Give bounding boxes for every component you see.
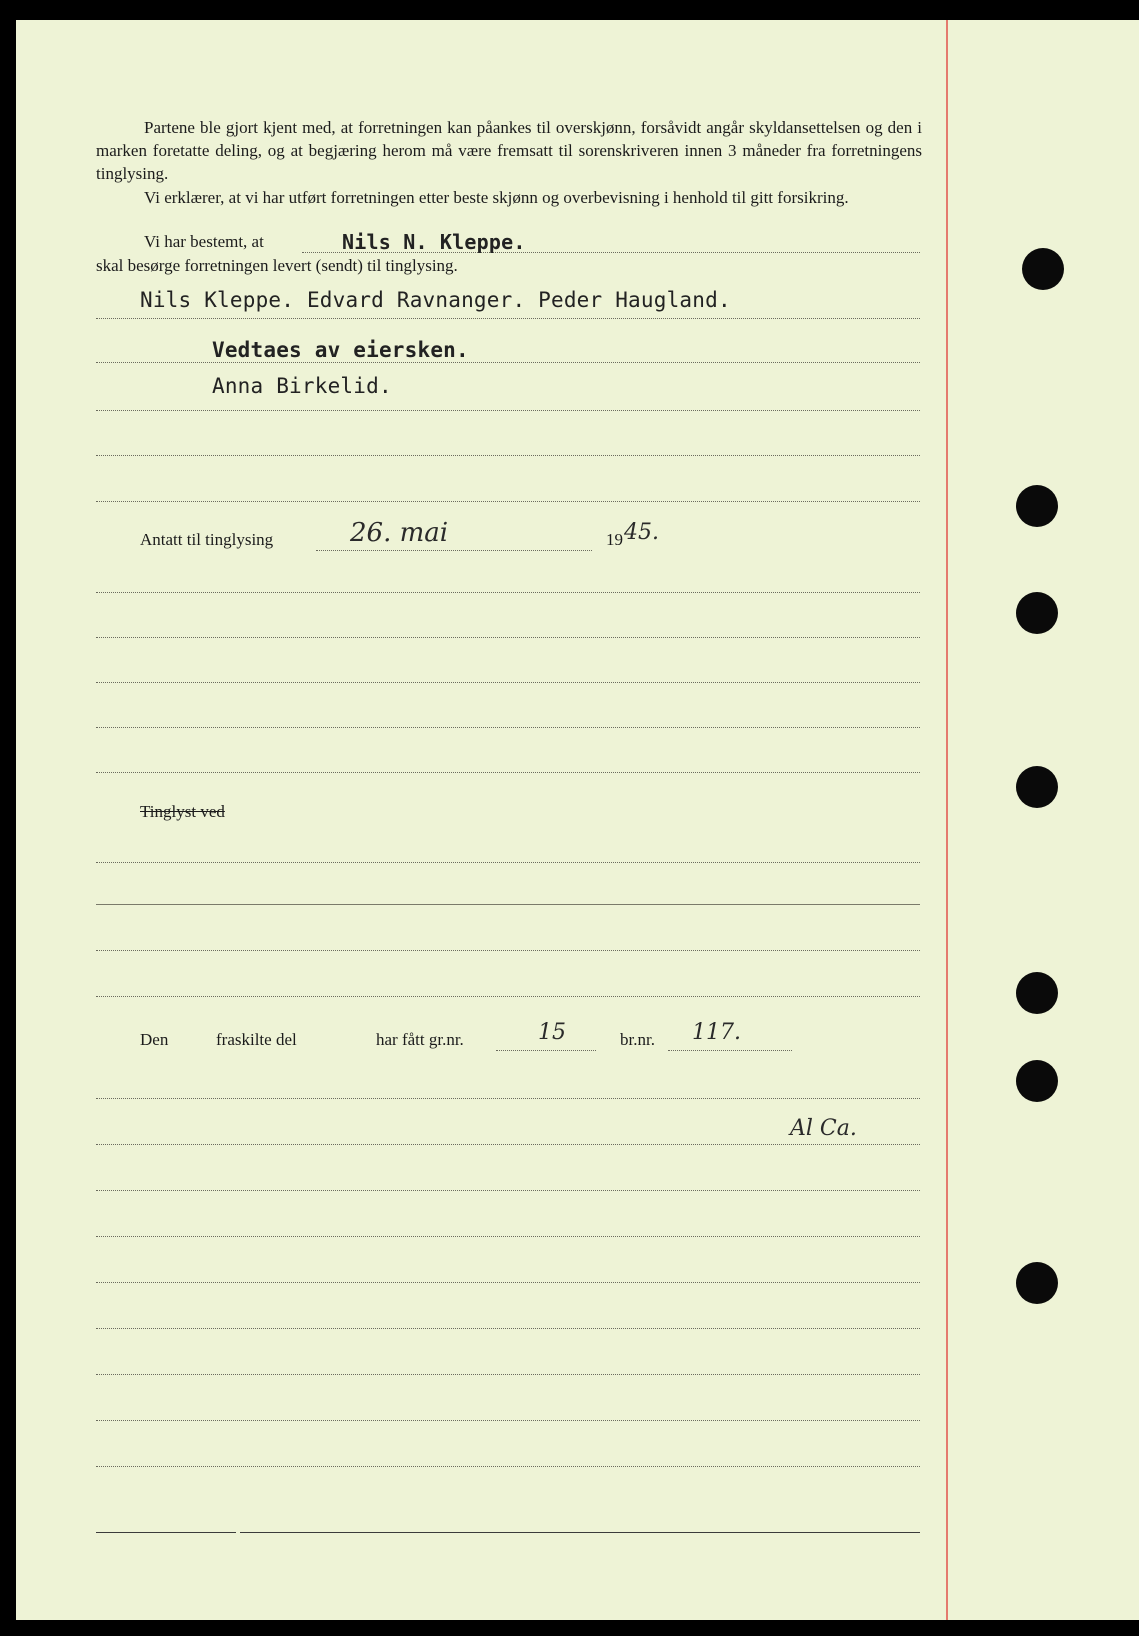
accepted-heading: Vedtaes av eiersken. (212, 338, 469, 362)
ruled-line (96, 1236, 920, 1237)
closing-rule (96, 1532, 236, 1533)
ruled-line (96, 950, 920, 951)
punch-hole (1016, 592, 1058, 634)
ruled-line (96, 772, 920, 773)
punch-hole (1022, 248, 1064, 290)
ruled-line (96, 1144, 920, 1145)
ruled-line (96, 996, 920, 997)
owner-name: Anna Birkelid. (212, 374, 392, 398)
parcel-br-label: br.nr. (620, 1030, 655, 1049)
appointed-continuation: skal besørge forretningen levert (sendt) til tinglysing. (96, 256, 458, 275)
tinglyst-label: Tinglyst ved (140, 802, 225, 821)
ruled-line (96, 1190, 920, 1191)
red-margin-rule (946, 20, 948, 1620)
ruled-line (96, 1282, 920, 1283)
parcel-den-label: Den (140, 1030, 169, 1049)
ruled-line (96, 318, 920, 319)
gr-nr-value: 15 (538, 1020, 566, 1045)
ruled-line (96, 904, 920, 905)
ruled-line (96, 682, 920, 683)
ruled-line (96, 455, 920, 456)
ruled-line (96, 1374, 920, 1375)
ruled-line (96, 592, 920, 593)
ruled-line (96, 1420, 920, 1421)
year-suffix: 45. (624, 520, 659, 545)
ruled-line (96, 501, 920, 502)
closing-rule (240, 1532, 920, 1533)
punch-hole (1016, 1262, 1058, 1304)
ruled-line (96, 1328, 920, 1329)
br-nr-dotted-line (668, 1050, 792, 1051)
registration-label: Antatt til tinglysing (140, 530, 274, 549)
gr-nr-dotted-line (496, 1050, 596, 1051)
registration-date: 26. mai (350, 518, 449, 548)
date-dotted-line (316, 550, 592, 551)
ruled-line (96, 862, 920, 863)
clerk-initials: Al Ca. (790, 1116, 857, 1141)
ruled-line (96, 727, 920, 728)
punch-hole (1016, 766, 1058, 808)
appointed-name: Nils N. Kleppe. (342, 230, 526, 254)
declaration-paragraph: Vi erklærer, at vi har utført forretningen etter beste skjønn og overbevisning i henhold til gitt forsikring. (144, 188, 849, 207)
signatures-line: Nils Kleppe. Edvard Ravnanger. Peder Haugland. (140, 288, 731, 312)
year-prefix: 19 (606, 530, 623, 549)
appointed-label: Vi har bestemt, at (144, 232, 264, 251)
document-page (16, 20, 1139, 1620)
appeal-paragraph: Partene ble gjort kjent med, at forretningen kan påankes til overskjønn, forsåvidt angår skyldansettelsen og den i marken foretatte deling, og at begjæring herom må være fremsatt til sorenskriveren innen 3 måneder fra forretningens tinglysing. (96, 118, 922, 183)
br-nr-value: 117. (692, 1020, 741, 1045)
punch-hole (1016, 972, 1058, 1014)
ruled-line (96, 637, 920, 638)
punch-hole (1016, 485, 1058, 527)
punch-hole (1016, 1060, 1058, 1102)
parcel-part-label: fraskilte del (216, 1030, 297, 1049)
ruled-line (96, 410, 920, 411)
parcel-har-label: har fått gr.nr. (376, 1030, 464, 1049)
ruled-line (96, 1098, 920, 1099)
ruled-line (96, 1466, 920, 1467)
ruled-line (96, 362, 920, 363)
